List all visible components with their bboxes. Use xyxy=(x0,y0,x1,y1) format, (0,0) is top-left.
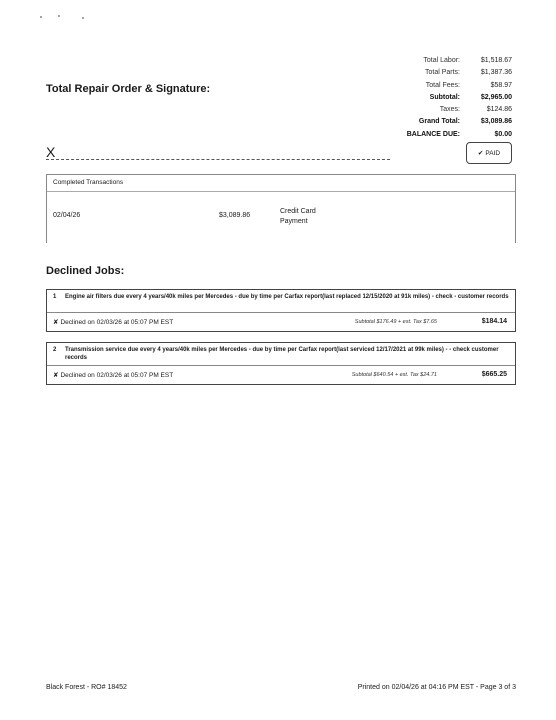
transaction-amount: $3,089.86 xyxy=(219,212,251,219)
totals-summary xyxy=(380,55,512,141)
total-value: $124.86 xyxy=(486,106,512,114)
footer-shop-ro: Black Forest - RO# 18452 xyxy=(46,684,127,691)
total-label: Taxes: xyxy=(439,106,460,114)
declined-status xyxy=(53,318,173,326)
footer-printed-info: Printed on 02/04/26 at 04:16 PM EST - Page 3 of 3 xyxy=(357,684,516,691)
x-mark-icon: ✘ xyxy=(53,319,59,326)
transaction-method-line: Payment xyxy=(280,218,308,225)
total-fees-row xyxy=(380,80,512,92)
check-icon: ✔ xyxy=(477,150,484,157)
transaction-date: 02/04/26 xyxy=(53,212,81,219)
total-value: $1,518.67 xyxy=(480,57,512,64)
taxes-row xyxy=(380,104,512,116)
scan-speck xyxy=(58,15,60,17)
balance-due-row xyxy=(380,129,512,141)
subtotal-row xyxy=(380,92,512,104)
total-value: $1,387.36 xyxy=(480,69,512,77)
total-label: Subtotal: xyxy=(429,93,460,101)
total-value: $2,965.00 xyxy=(480,93,512,101)
declined-job-footer xyxy=(47,366,515,384)
total-parts-row xyxy=(380,67,512,79)
signature-x: X xyxy=(46,144,56,160)
declined-job-description xyxy=(47,343,515,366)
declined-job-2 xyxy=(46,342,516,385)
declined-job-text: Engine air filters due every 4 years/40k miles per Mercedes - due by time per Carfax report(last replaced 12/15/2020 at 91k miles) - check - customer records xyxy=(65,294,509,300)
x-mark-icon: ✘ xyxy=(53,372,59,379)
total-label: BALANCE DUE: xyxy=(406,130,460,138)
transaction-method-line: Credit Card xyxy=(280,208,316,215)
declined-job-description xyxy=(47,290,515,313)
declined-job-subtotal: Subtotal $176.49 + est. Tax $7.65 xyxy=(354,319,437,325)
declined-date: Declined on 02/03/26 at 05:07 PM EST xyxy=(60,372,174,379)
total-label: Total Parts: xyxy=(424,69,460,77)
declined-date: Declined on 02/03/26 at 05:07 PM EST xyxy=(60,319,174,326)
paid-label: PAID xyxy=(485,149,501,157)
declined-job-total: $184.14 xyxy=(481,318,507,325)
declined-job-footer xyxy=(47,313,515,331)
scan-speck xyxy=(82,17,84,19)
declined-jobs-title: Declined Jobs: xyxy=(46,265,125,277)
declined-job-1 xyxy=(46,289,516,332)
declined-job-total: $665.25 xyxy=(481,371,507,378)
total-label: Grand Total: xyxy=(418,118,460,126)
total-value: $0.00 xyxy=(494,130,512,138)
total-label: Total Labor: xyxy=(423,57,460,64)
total-value: $58.97 xyxy=(490,81,512,89)
total-labor-row xyxy=(380,55,512,67)
transaction-method xyxy=(280,207,340,227)
declined-job-subtotal: Subtotal $640.54 + est. Tax $24.71 xyxy=(351,372,437,378)
declined-job-text: Transmission service due every 4 years/40k miles per Mercedes - due by time per Carfax report(last serviced 12/17/2021 at 99k miles) - - check customer records xyxy=(65,347,499,361)
total-value: $3,089.86 xyxy=(480,118,512,126)
signature-line xyxy=(46,159,390,160)
scan-speck xyxy=(40,16,42,18)
completed-transactions-title: Completed Transactions xyxy=(47,175,515,192)
paid-badge xyxy=(466,142,512,164)
declined-job-number: 1 xyxy=(53,294,57,300)
total-label: Total Fees: xyxy=(425,81,460,89)
declined-job-number: 2 xyxy=(53,347,57,353)
completed-transactions-box xyxy=(46,174,516,243)
grand-total-row xyxy=(380,116,512,128)
signature-heading: Total Repair Order & Signature: xyxy=(46,83,211,95)
declined-status xyxy=(53,371,173,379)
